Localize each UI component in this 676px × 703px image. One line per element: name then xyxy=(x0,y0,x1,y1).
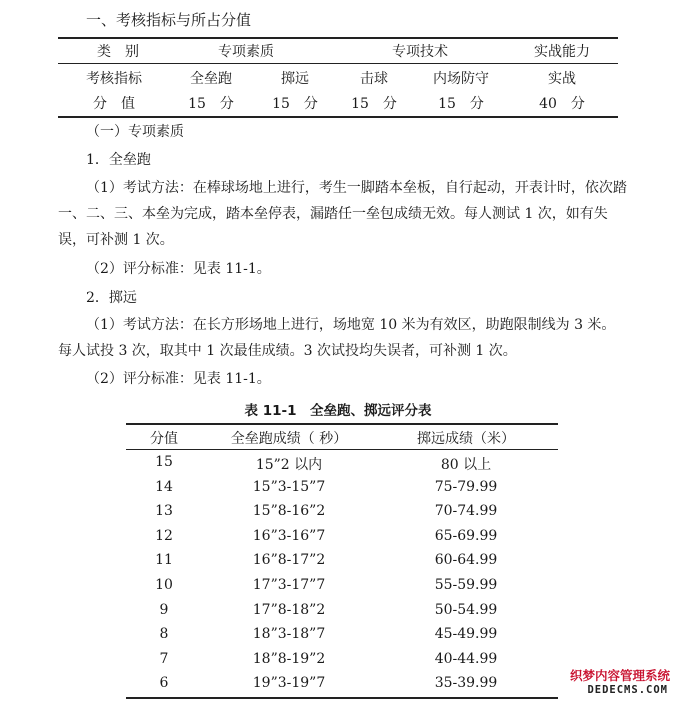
cell: 8 xyxy=(159,626,169,643)
cell: 60-64.99 xyxy=(434,552,498,569)
cell: 15 分 xyxy=(438,96,484,112)
cell: 55-59.99 xyxy=(434,577,498,593)
table-rule-mid xyxy=(58,63,618,64)
cell: 15 xyxy=(155,454,173,470)
cell: 15 分 xyxy=(188,96,234,112)
table-row xyxy=(126,524,558,549)
cell: 全垒跑 xyxy=(190,71,232,87)
table-row xyxy=(126,647,558,672)
cell: 7 xyxy=(159,650,169,667)
cell: 13 xyxy=(155,503,173,520)
cell: 16”8-17”2 xyxy=(252,552,326,569)
table-row xyxy=(126,450,558,475)
cell: 17”8-18”2 xyxy=(252,601,326,618)
table-caption: 表 11-1 全垒跑、掷远评分表 xyxy=(244,403,432,419)
cell: 15”8-16”2 xyxy=(252,503,326,520)
cell: 16”3-16”7 xyxy=(252,527,326,544)
cell: 6 xyxy=(159,675,169,692)
header-throw-distance: 掷远成绩（米） xyxy=(417,431,515,447)
cell: 35-39.99 xyxy=(434,675,498,692)
cell: 15”3-15”7 xyxy=(252,478,326,495)
item-heading: 1．全垒跑 xyxy=(86,152,151,168)
subsection-heading: （一）专项素质 xyxy=(86,124,184,140)
cell: 11 xyxy=(155,552,173,569)
paragraph: （2）评分标准：见表 11-1。 xyxy=(86,371,271,387)
cell: 17”3-17”7 xyxy=(252,577,326,593)
cell: 分 值 xyxy=(93,96,135,112)
table-row xyxy=(126,573,558,598)
cell: 实战 xyxy=(548,71,576,87)
table-row xyxy=(126,475,558,500)
cell: 40 分 xyxy=(539,96,585,112)
cell: 15 分 xyxy=(272,96,318,112)
table-header-row xyxy=(126,424,558,449)
cell: 9 xyxy=(159,601,169,618)
cell: 19”3-19”7 xyxy=(252,675,326,692)
item-heading: 2．掷远 xyxy=(86,290,137,306)
cell: 80 以上 xyxy=(440,457,492,473)
table-rule-bottom xyxy=(58,116,618,118)
header-run-time: 全垒跑成绩（ 秒） xyxy=(230,431,348,447)
header-combat-ability: 实战能力 xyxy=(534,44,590,60)
cell: 14 xyxy=(155,478,173,495)
table-row-scores xyxy=(58,90,618,114)
table-row xyxy=(126,622,558,647)
cell: 考核指标 xyxy=(86,71,142,87)
cell: 击球 xyxy=(360,71,388,87)
cell: 10 xyxy=(155,577,173,593)
cell: 掷远 xyxy=(281,71,309,87)
cell: 75-79.99 xyxy=(434,478,498,495)
paragraph: （1）考试方法：在长方形场地上进行，场地宽 10 米为有效区，助跑限制线为 3 米。每人试投 3 次，取其中 1 次最佳成绩。3 次试投均失误者，可补测 1 次。 xyxy=(58,317,616,359)
cell: 18”8-19”2 xyxy=(252,650,326,667)
cell: 12 xyxy=(155,527,173,544)
header-special-technique: 专项技术 xyxy=(392,44,448,60)
cell: 40-44.99 xyxy=(434,650,498,667)
paragraph: （2）评分标准：见表 11-1。 xyxy=(86,261,271,277)
table-row xyxy=(126,671,558,696)
table-row xyxy=(126,548,558,573)
cell: 50-54.99 xyxy=(434,601,498,618)
section-heading: 一、考核指标与所占分值 xyxy=(86,11,252,29)
watermark-logo-text: 织梦内容管理系统 xyxy=(569,668,670,683)
header-special-quality: 专项素质 xyxy=(218,44,274,60)
header-score: 分值 xyxy=(150,431,178,447)
table-header-row xyxy=(58,38,618,62)
cell: 70-74.99 xyxy=(434,503,498,520)
header-category: 类 别 xyxy=(97,44,139,60)
cell: 65-69.99 xyxy=(434,527,498,544)
cell: 18”3-18”7 xyxy=(252,626,326,643)
cell: 内场防守 xyxy=(433,71,489,87)
table-row-indicators xyxy=(58,65,618,89)
paragraph: （1）考试方法：在棒球场地上进行，考生一脚踏本垒板，自行起动，开表计时，依次踏一、二、三、本垒为完成，踏本垒停表，漏踏任一垒包成绩无效。每人测试 1 次，如有失误，可补测 1 次。 xyxy=(58,180,627,248)
table-row xyxy=(126,598,558,623)
table-rule-bottom xyxy=(126,697,558,699)
cell: 45-49.99 xyxy=(434,626,498,643)
cell: 15 分 xyxy=(351,96,397,112)
table-row xyxy=(126,499,558,524)
watermark-domain: DEDECMS.COM xyxy=(587,684,668,696)
cell: 15”2 以内 xyxy=(255,457,323,473)
